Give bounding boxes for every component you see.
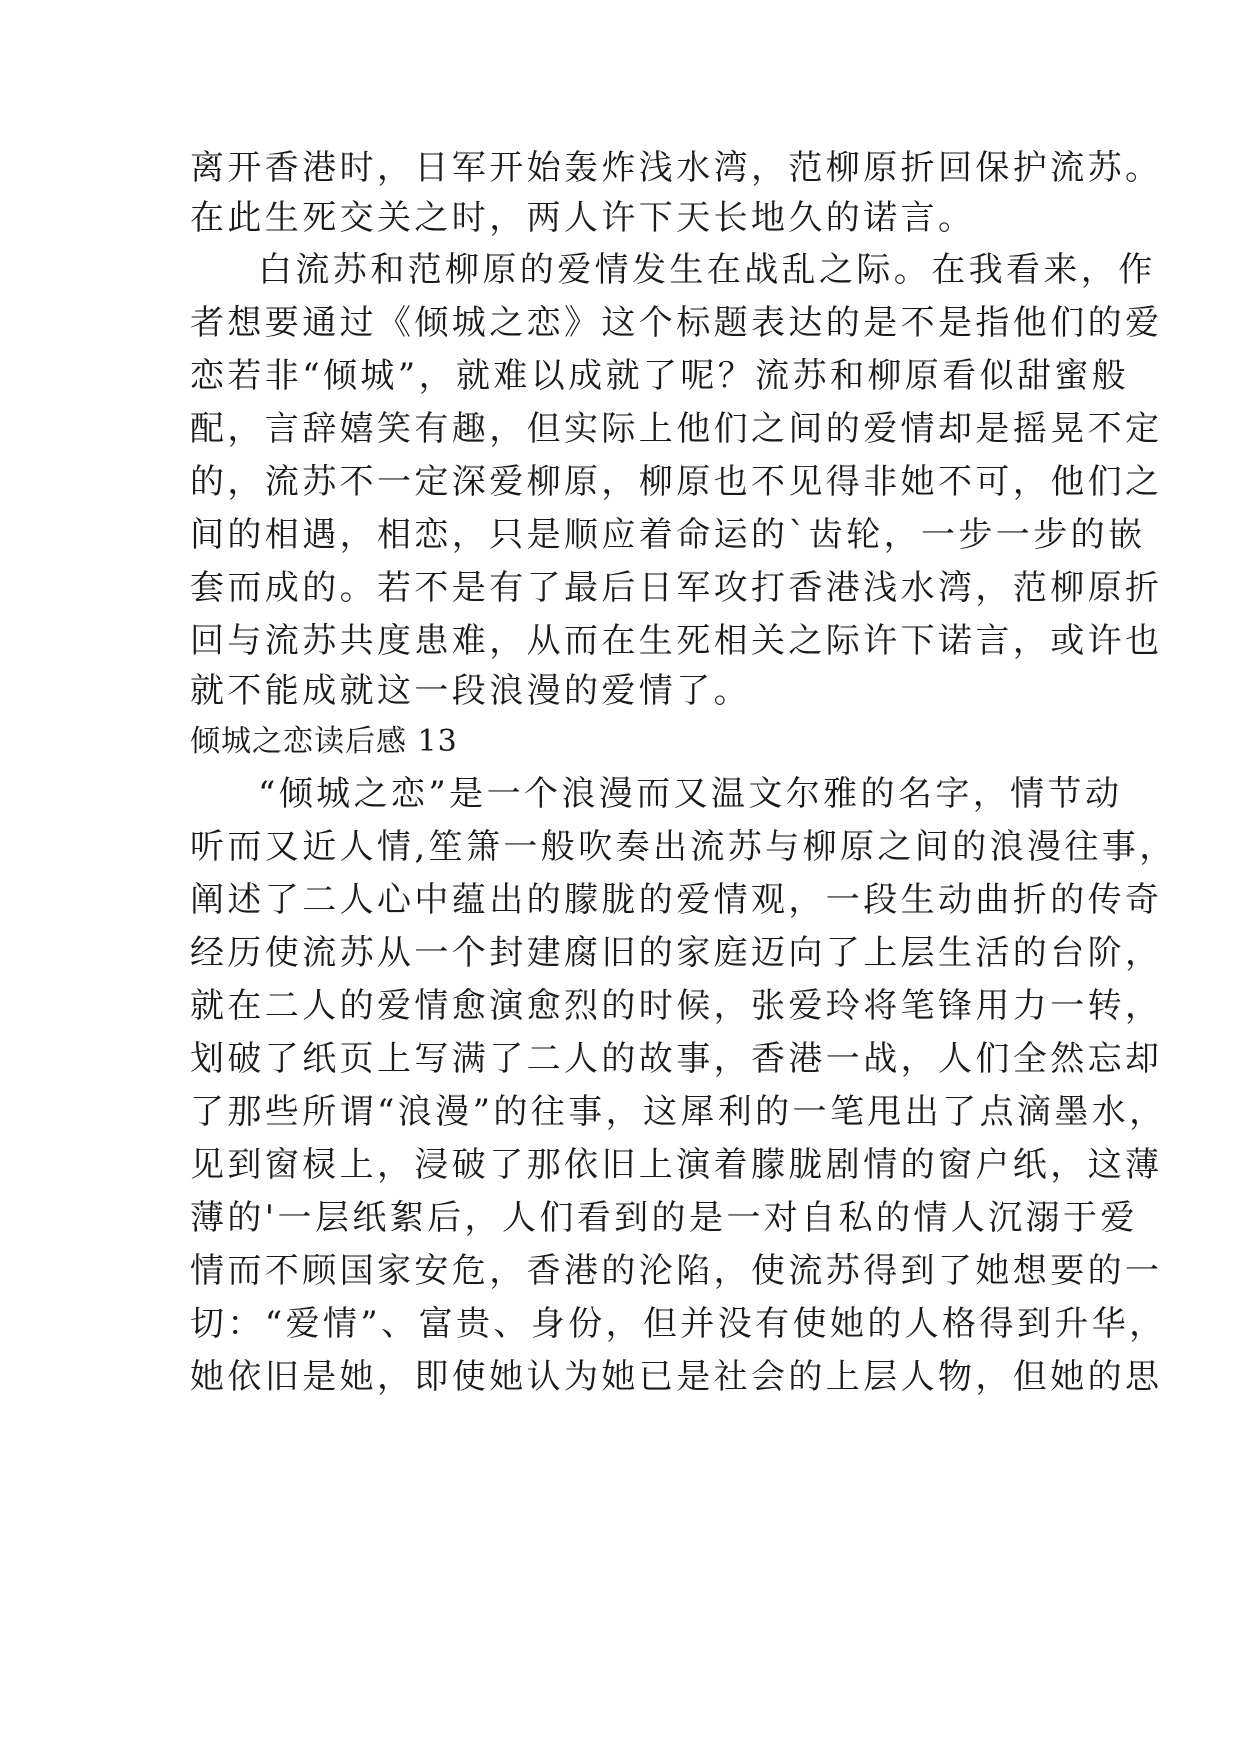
body-text-line: 回与流苏共度患难，从而在生死相关之际许下诺言，或许也 bbox=[190, 621, 1163, 661]
body-text-line: 划破了纸页上写满了二人的故事，香港一战，人们全然忘却 bbox=[190, 1039, 1163, 1079]
body-text-line: 在此生死交关之时，两人许下天长地久的诺言。 bbox=[190, 198, 976, 238]
body-text-line: 配，言辞嬉笑有趣，但实际上他们之间的爱情却是摇晃不定 bbox=[190, 409, 1163, 449]
body-text-line: 间的相遇，相恋，只是顺应着命运的`齿轮，一步一步的嵌 bbox=[190, 515, 1146, 555]
body-text-line: 见到窗棂上，浸破了那依旧上演着朦胧剧情的窗户纸，这薄 bbox=[190, 1145, 1163, 1185]
body-text-line: 恋若非“倾城”，就难以成就了呢？流苏和柳原看似甜蜜般 bbox=[190, 356, 1130, 396]
body-text-line: 就不能成就这一段浪漫的爱情了。 bbox=[190, 671, 751, 711]
body-text-line: 就在二人的爱情愈演愈烈的时候，张爱玲将笔锋用力一转， bbox=[190, 986, 1163, 1026]
body-text-line: 了那些所谓“浪漫”的往事，这犀利的一笔甩出了点滴墨水， bbox=[190, 1092, 1167, 1132]
body-text-line: 套而成的。若不是有了最后日军攻打香港浅水湾，范柳原折 bbox=[190, 568, 1163, 608]
body-text-line: 听而又近人情,笙箫一般吹奏出流苏与柳原之间的浪漫往事， bbox=[190, 827, 1177, 867]
section-heading: 倾城之恋读后感 13 bbox=[190, 724, 458, 759]
body-text-line: 她依旧是她，即使她认为她已是社会的上层人物，但她的思 bbox=[190, 1357, 1163, 1397]
body-text-line: 的，流苏不一定深爱柳原，柳原也不见得非她不可，他们之 bbox=[190, 462, 1163, 502]
paragraph-first-line: 白流苏和范柳原的爱情发生在战乱之际。在我看来，作 bbox=[258, 250, 1156, 290]
body-text-line: 切：“爱情”、富贵、身份，但并没有使她的人格得到升华， bbox=[190, 1304, 1167, 1344]
body-text-line: 阐述了二人心中蕴出的朦胧的爱情观，一段生动曲折的传奇 bbox=[190, 880, 1163, 920]
body-text-line: 薄的'一层纸絮后，人们看到的是一对自私的情人沉溺于爱 bbox=[190, 1198, 1138, 1238]
body-text-line: 情而不顾国家安危，香港的沦陷，使流苏得到了她想要的一 bbox=[190, 1251, 1163, 1291]
body-text-line: 离开香港时，日军开始轰炸浅水湾，范柳原折回保护流苏。 bbox=[190, 148, 1163, 188]
body-text-line: 经历使流苏从一个封建腐旧的家庭迈向了上层生活的台阶， bbox=[190, 933, 1163, 973]
body-text-line: 者想要通过《倾城之恋》这个标题表达的是不是指他们的爱 bbox=[190, 303, 1163, 343]
paragraph-first-line: “倾城之恋”是一个浪漫而又温文尔雅的名字，情节动 bbox=[258, 774, 1123, 814]
